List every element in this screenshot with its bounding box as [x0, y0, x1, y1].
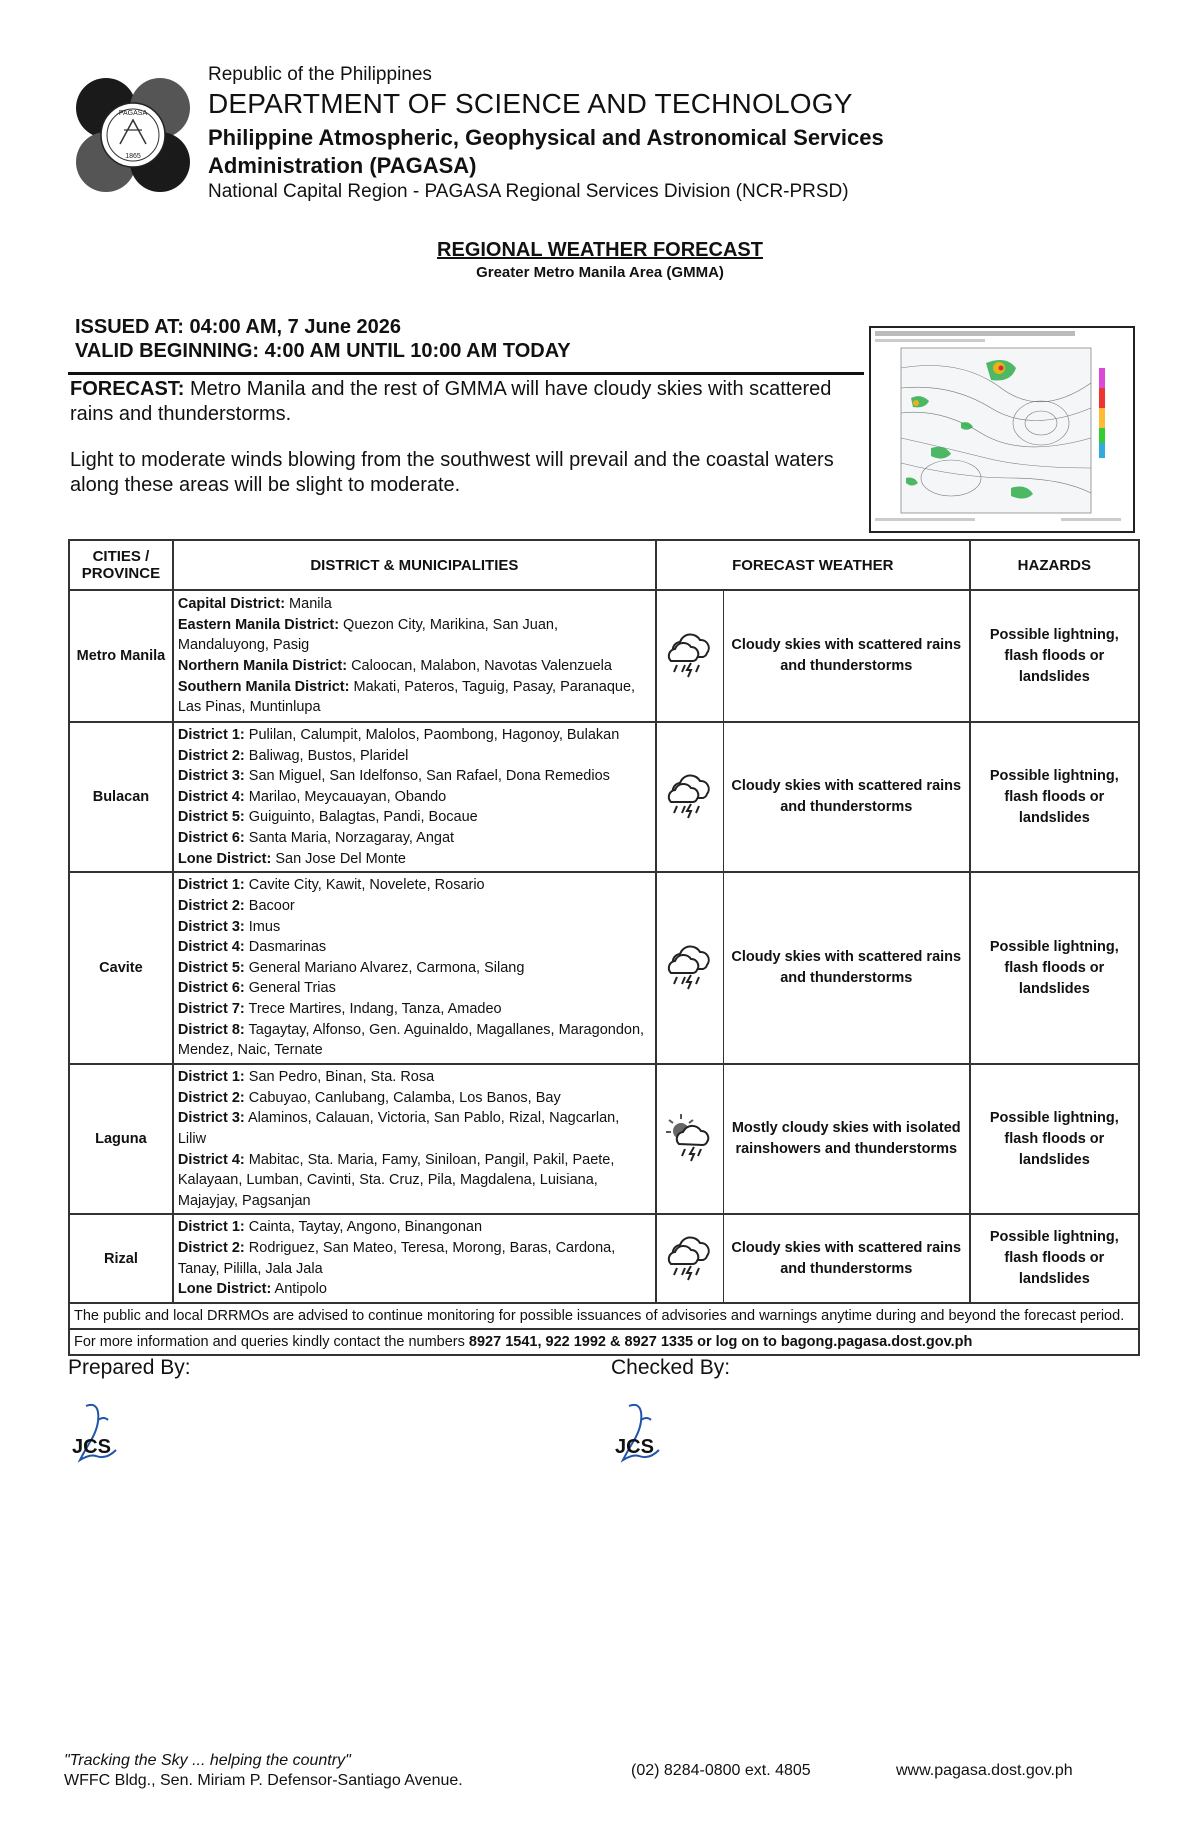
- table-row: [69, 590, 1139, 722]
- forecast-summary: FORECAST: Metro Manila and the rest of GMMA will have cloudy skies with scattered rains and thunderstorms.: [70, 378, 832, 425]
- district-line: Capital District: Manila: [177, 596, 332, 613]
- contact-note: For more information and queries kindly contact the numbers 8927 1541, 922 1992 & 8927 1335 or log on to bagong.pagasa.dost.gov.ph: [69, 1329, 1139, 1355]
- weather-cell: Cloudy skies with scattered rains and thunderstorms: [723, 722, 969, 872]
- district-line: District 3: Alaminos, Calauan, Victoria, San Pablo, Rizal, Nagcarlan, Liliw: [177, 1110, 620, 1147]
- footer-address: WFFC Bldg., Sen. Miriam P. Defensor-Santiago Avenue.: [64, 1772, 463, 1789]
- page-title: REGIONAL WEATHER FORECAST: [437, 239, 763, 261]
- district-line: District 2: Rodriguez, San Mateo, Teresa, Morong, Baras, Cardona, Tanay, Pililla, Jala Jala: [177, 1239, 616, 1277]
- districts-cell: [173, 590, 656, 722]
- winds-summary: Light to moderate winds blowing from the southwest will prevail and the coastal waters along these areas will be slight to moderate.: [70, 449, 834, 496]
- hazards-cell: Possible lightning, flash floods or landslides: [970, 1214, 1139, 1302]
- page-subtitle: Greater Metro Manila Area (GMMA): [476, 264, 724, 281]
- district-line: Northern Manila District: Caloocan, Malabon, Navotas Valenzuela: [177, 658, 612, 674]
- district-line: District 8: Tagaytay, Alfonso, Gen. Aguinaldo, Magallanes, Maragondon, Mendez, Naic, Ternate: [177, 1021, 645, 1059]
- districts-cell: [173, 1214, 656, 1302]
- advisory-note: The public and local DRRMOs are advised to continue monitoring for possible issuances of advisories and warnings anytime during and beyond the forecast period.: [69, 1303, 1139, 1329]
- hazards-cell: Possible lightning, flash floods or landslides: [970, 872, 1139, 1064]
- table-row: [69, 722, 1139, 872]
- weather-icon-cell: [656, 1064, 723, 1214]
- republic-label: Republic of the Philippines: [208, 64, 432, 85]
- agency-name-line2: Administration (PAGASA): [208, 153, 477, 178]
- province-cell: Rizal: [69, 1214, 173, 1302]
- table-note-row: [69, 1329, 1139, 1355]
- district-line: District 3: Imus: [177, 918, 281, 935]
- district-line: District 6: Santa Maria, Norzagaray, Angat: [177, 829, 455, 846]
- agency-name: [208, 124, 968, 180]
- district-line: District 5: General Mariano Alvarez, Carmona, Silang: [177, 959, 525, 976]
- hazards-cell: Possible lightning, flash floods or landslides: [970, 590, 1139, 722]
- department-name: DEPARTMENT OF SCIENCE AND TECHNOLOGY: [208, 88, 853, 119]
- svg-text:JCS: JCS: [72, 1436, 111, 1458]
- district-line: District 2: Cabuyao, Canlubang, Calamba, Los Banos, Bay: [177, 1089, 561, 1106]
- district-line: District 4: Marilao, Meycauayan, Obando: [177, 788, 447, 805]
- footer-phone: (02) 8284-0800 ext. 4805: [631, 1762, 811, 1779]
- partly-cloudy-thunderstorm-icon: [663, 1112, 717, 1162]
- footer-website[interactable]: www.pagasa.dost.gov.ph: [896, 1762, 1073, 1779]
- svg-text:1865: 1865: [125, 153, 141, 160]
- thunderstorm-cloud-icon: [663, 629, 717, 679]
- weather-map-image: [869, 326, 1135, 533]
- header-hazards: HAZARDS: [970, 540, 1139, 590]
- header-cities: CITIES / PROVINCE: [69, 540, 173, 590]
- table-row: [69, 1214, 1139, 1302]
- thunderstorm-cloud-icon: [663, 1232, 717, 1282]
- district-line: District 1: Pulilan, Calumpit, Malolos, Paombong, Hagonoy, Bulakan: [177, 727, 620, 743]
- header-weather: FORECAST WEATHER: [656, 540, 970, 590]
- district-line: District 2: Baliwag, Bustos, Plaridel: [177, 747, 409, 764]
- weather-icon-cell: [656, 872, 723, 1064]
- agency-name-line1: Philippine Atmospheric, Geophysical and Astronomical Services: [208, 125, 884, 150]
- table-row: [69, 1064, 1139, 1214]
- checked-by-label: Checked By:: [611, 1356, 731, 1379]
- district-line: District 4: Mabitac, Sta. Maria, Famy, Siniloan, Pangil, Pakil, Paete, Kalayaan, Lumban, Cavinti, Sta. Cruz, Pila, Magdalena, Luisiana, Majayjay, Pagsanjan: [177, 1151, 615, 1209]
- weather-cell: Cloudy skies with scattered rains and thunderstorms: [723, 590, 969, 722]
- district-line: Southern Manila District: Makati, Pateros, Taguig, Pasay, Paranaque, Las Pinas, Muntinlupa: [177, 678, 636, 716]
- divider: [68, 372, 864, 375]
- svg-text:JCS: JCS: [615, 1436, 654, 1458]
- prepared-by-label: Prepared By:: [68, 1356, 191, 1379]
- district-line: District 6: General Trias: [177, 980, 336, 997]
- forecast-table: [68, 539, 1140, 1356]
- header-districts: DISTRICT & MUNICIPALITIES: [173, 540, 656, 590]
- hazards-cell: Possible lightning, flash floods or landslides: [970, 1064, 1139, 1214]
- svg-text:PAGASA: PAGASA: [118, 110, 148, 117]
- district-line: District 3: San Miguel, San Idelfonso, San Rafael, Dona Remedios: [177, 768, 610, 785]
- pagasa-logo: [72, 74, 194, 196]
- issue-info: [75, 315, 571, 363]
- table-header-row: [69, 540, 1139, 590]
- district-line: Lone District: Antipolo: [177, 1281, 327, 1298]
- districts-cell: [173, 722, 656, 872]
- district-line: District 1: Cavite City, Kawit, Novelete, Rosario: [177, 877, 485, 894]
- weather-icon-cell: [656, 590, 723, 722]
- district-line: District 7: Trece Martires, Indang, Tanza, Amadeo: [177, 1001, 502, 1018]
- weather-cell: Mostly cloudy skies with isolated rainshowers and thunderstorms: [723, 1064, 969, 1214]
- district-line: District 4: Dasmarinas: [177, 939, 327, 956]
- signature-prepared: [68, 1400, 128, 1470]
- weather-cell: Cloudy skies with scattered rains and thunderstorms: [723, 872, 969, 1064]
- district-line: District 2: Bacoor: [177, 898, 295, 915]
- issued-at: ISSUED AT: 04:00 AM, 7 June 2026: [75, 316, 402, 338]
- weather-icon-cell: [656, 1214, 723, 1302]
- district-line: District 1: Cainta, Taytay, Angono, Binangonan: [177, 1219, 483, 1236]
- division-name: National Capital Region - PAGASA Regional Services Division (NCR-PRSD): [208, 181, 849, 202]
- weather-cell: Cloudy skies with scattered rains and thunderstorms: [723, 1214, 969, 1302]
- district-line: Eastern Manila District: Quezon City, Marikina, San Juan, Mandaluyong, Pasig: [177, 616, 558, 654]
- district-line: Lone District: San Jose Del Monte: [177, 850, 406, 867]
- province-cell: Metro Manila: [69, 590, 173, 722]
- province-cell: Bulacan: [69, 722, 173, 872]
- valid-period: VALID BEGINNING: 4:00 AM UNTIL 10:00 AM TODAY: [75, 340, 571, 362]
- signature-checked: [611, 1400, 671, 1470]
- table-note-row: [69, 1303, 1139, 1329]
- hazards-cell: Possible lightning, flash floods or landslides: [970, 722, 1139, 872]
- district-line: District 5: Guiguinto, Balagtas, Pandi, Bocaue: [177, 809, 478, 826]
- province-cell: Cavite: [69, 872, 173, 1064]
- thunderstorm-cloud-icon: [663, 941, 717, 991]
- weather-icon-cell: [656, 722, 723, 872]
- province-cell: Laguna: [69, 1064, 173, 1214]
- thunderstorm-cloud-icon: [663, 770, 717, 820]
- footer-tagline: "Tracking the Sky ... helping the country": [64, 1752, 351, 1769]
- districts-cell: [173, 1064, 656, 1214]
- table-row: [69, 872, 1139, 1064]
- district-line: District 1: San Pedro, Binan, Sta. Rosa: [177, 1069, 435, 1086]
- districts-cell: [173, 872, 656, 1064]
